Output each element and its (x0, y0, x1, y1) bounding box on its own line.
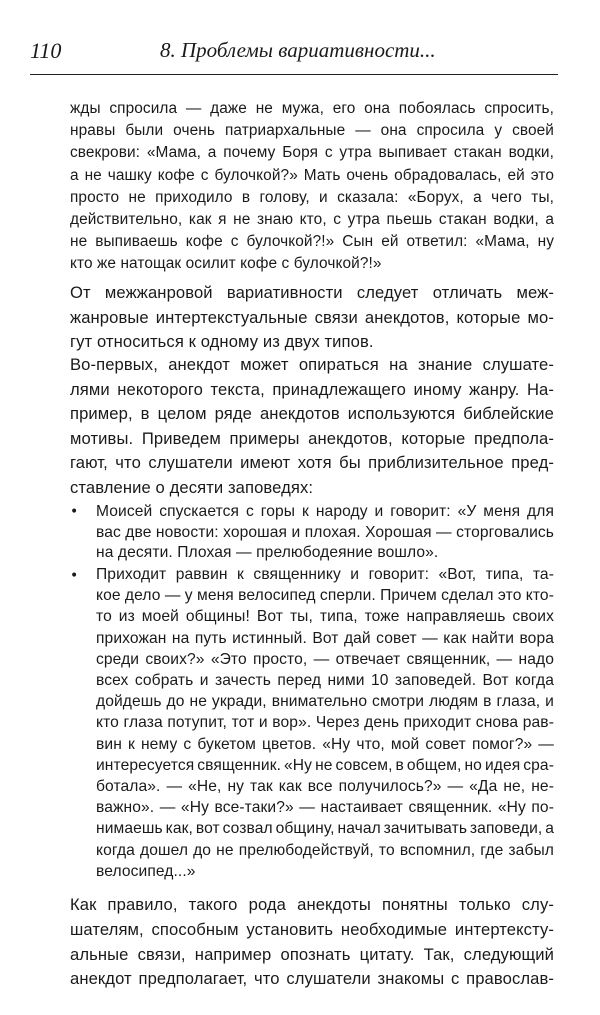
paragraph-1-line: жанровые интертекстуальные связи анекдотов, которые мо- (70, 307, 554, 327)
quote-block-line: жды спросила — даже не мужа, его она побоялась спросить, (70, 100, 554, 117)
bullet-2-line: прихожан на путь истинный. Вот дай совет — как найти вора (96, 629, 554, 647)
bullet-icon: • (70, 504, 79, 520)
paragraph-1-line: гут относиться к одному из двух типов. (70, 332, 374, 352)
bullet-2-line: когда дошел до не прелюбодействуй, то вспомнил, где забыл (96, 841, 554, 859)
paragraph-3-line: Как правило, такого рода анекдоты понятны только слу- (70, 895, 554, 914)
bullet-2-line: ботала». — «Не, ну так как все получилось?» — «Да не, не- (96, 778, 554, 795)
paragraph-2-line: гают, что слушатели имеют хотя бы приблизительное пред- (70, 453, 554, 473)
bullet-2-line: важно». — «Ну все-таки?» — настаивает священник. «Ну по- (96, 799, 554, 817)
bullet-2-line: вин к нему с букетом цветов. «Ну что, мой совет помог?» — (96, 735, 554, 753)
paragraph-2-line: ставление о десяти заповедях: (70, 478, 314, 497)
paragraph-2-line: лями некоторого текста, принадлежащего иному жанру. На- (70, 379, 554, 399)
bullet-2-line: нимаешь как, вот созвал общину, начал зачитывать заповеди, а (96, 820, 554, 838)
bullet-2-line: всех собрать и зачесть перед ними 10 заповедей. Вот когда (96, 672, 554, 689)
bullet-2-line: среди своих?» «Это просто, — отвечает священник, — надо (96, 650, 554, 668)
paragraph-3-line: анекдот предполагает, что слушатели знакомы с православ- (70, 969, 554, 989)
quote-block-line: просто не приходило в голову, и сказала: «Борух, а чего ты, (70, 188, 554, 206)
quote-block-line: а не чашку кофе с булочкой?» Мать очень обрадовалась, ей это (70, 166, 554, 184)
page-number: 110 (30, 38, 62, 63)
bullet-1-line: Моисей спускается с горы к народу и говорит: «У меня для (96, 503, 554, 520)
bullet-2-line: кое дело — у меня велосипед сперли. Причем сделал это кто- (96, 587, 554, 605)
bullet-2-line: дойдешь до не укради, внимательно смотри людям в глаза, и (96, 693, 554, 711)
bullet-2-line: Приходит раввин к священнику и говорит: «Вот, типа, та- (96, 566, 554, 583)
bullet-2-line: то из моей общины! Вот ты, типа, тоже направляешь своих (96, 608, 554, 626)
paragraph-2-line: пример, в целом ряде анекдотов используются библейские (70, 404, 554, 424)
running-header (30, 36, 558, 75)
paragraph-3-line: альные связи, например опознать цитату. Так, следующий (70, 944, 554, 964)
quote-block-line: кто же натощак осилит кофе с булочкой?!» (70, 255, 382, 273)
quote-block-line: не выпиваешь кофе с булочкой?!» Сын ей ответил: «Мама, ну (70, 233, 554, 251)
paragraph-3-line: шателям, способным установить необходимые интертексту- (70, 919, 554, 939)
bullet-icon: • (70, 568, 79, 584)
bullet-2-line: велосипед...» (96, 862, 196, 880)
paragraph-2-line: Во-первых, анекдот может опираться на знание слушате- (70, 355, 554, 374)
bullet-2-line: интересуется священник. «Ну не совсем, в общем, но идея сра- (96, 756, 554, 774)
quote-block-line: действительно, как я не знаю кто, с утра пьешь стакан водки, а (70, 211, 554, 228)
paragraph-1-line: От межжанровой вариативности следует отличать меж- (70, 283, 554, 302)
bullet-1-line: на десяти. Плохая — прелюбодеяние вошло». (96, 544, 439, 562)
paragraph-2-line: мотивы. Приведем примеры анекдотов, которые предпола- (70, 428, 554, 448)
running-title: 8. Проблемы вариативности... (160, 38, 436, 62)
quote-block-line: свекрови: «Мама, а почему Боря с утра выпивает стакан водки, (70, 144, 554, 162)
bullet-1-line: вас две новости: хорошая и плохая. Хорошая — сторговались (96, 523, 554, 541)
bullet-2-line: кто глаза потупит, тот и вор». Через день приходит снова рав- (96, 714, 554, 732)
quote-block-line: нравы были очень патриархальные — она спросила у своей (70, 122, 554, 140)
